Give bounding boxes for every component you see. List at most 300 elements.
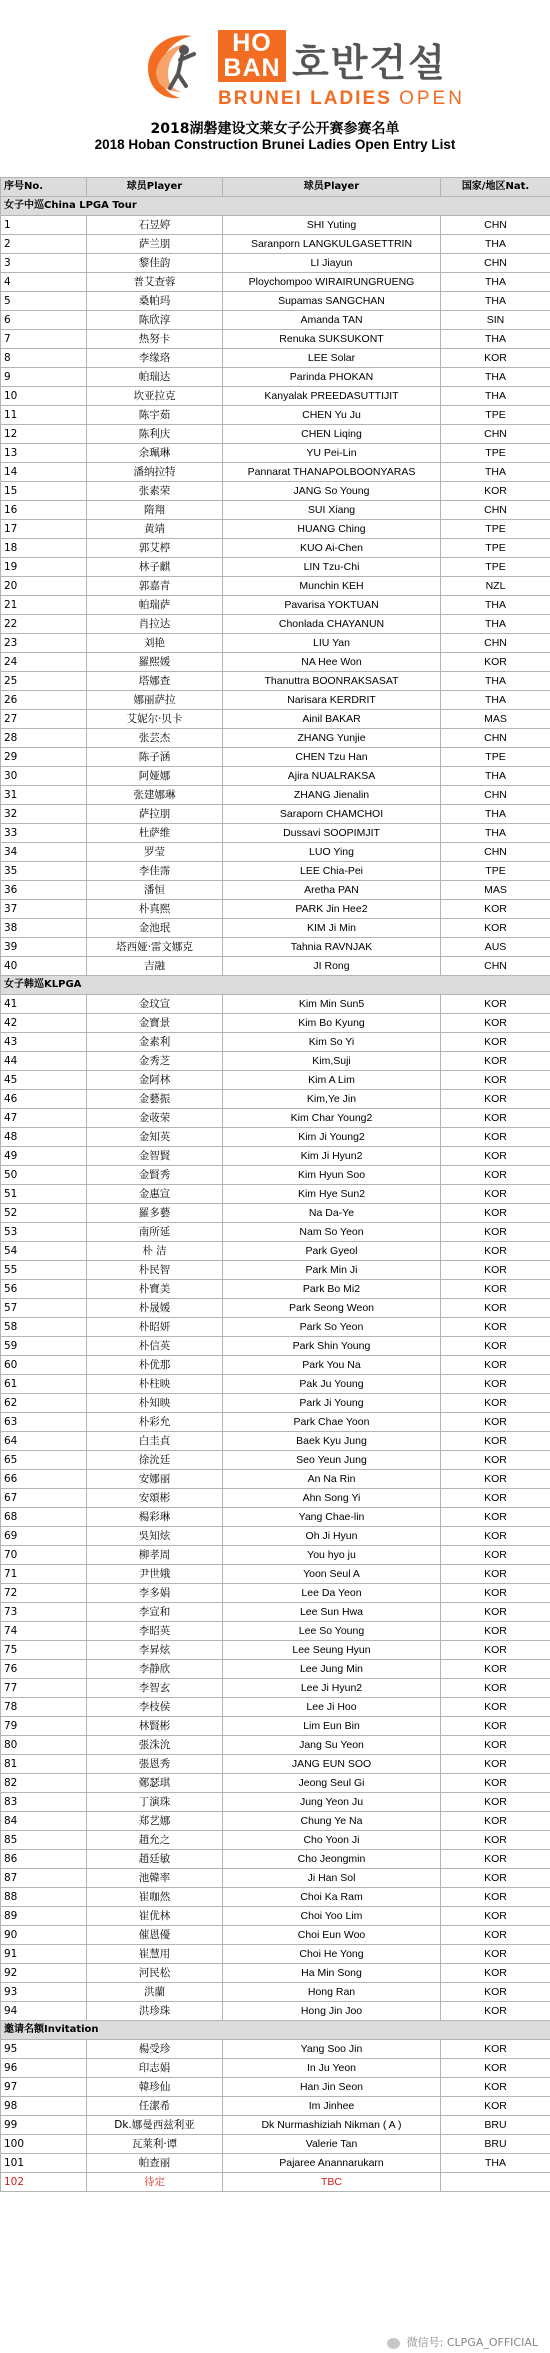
table-row: [1, 1869, 550, 1888]
wechat-icon: [387, 2338, 400, 2349]
chinese-name-cell: 热努卡: [87, 330, 223, 349]
english-name-cell: Saranporn LANGKULGASETTRIN: [223, 235, 441, 254]
english-name-cell: Lee Jung Min: [223, 1660, 441, 1679]
chinese-name-cell: 帕瑞达: [87, 368, 223, 387]
row-number-cell: 78: [1, 1698, 87, 1717]
english-name-cell: Munchin KEH: [223, 577, 441, 596]
chinese-name-cell: 朴民智: [87, 1261, 223, 1280]
chinese-name-cell: 林賢彬: [87, 1717, 223, 1736]
table-row: [1, 957, 550, 976]
table-row: [1, 596, 550, 615]
english-name-cell: CHEN Yu Ju: [223, 406, 441, 425]
chinese-name-cell: 陈利庆: [87, 425, 223, 444]
table-row: [1, 1413, 550, 1432]
chinese-name-cell: 趙廷敏: [87, 1850, 223, 1869]
table-row: [1, 824, 550, 843]
chinese-name-cell: 塔西娅·雷文娜克: [87, 938, 223, 957]
nationality-cell: THA: [441, 767, 550, 786]
row-number-cell: 18: [1, 539, 87, 558]
row-number-cell: 26: [1, 691, 87, 710]
chinese-name-cell: 徐沇廷: [87, 1451, 223, 1470]
english-name-cell: Lee Seung Hyun: [223, 1641, 441, 1660]
row-number-cell: 66: [1, 1470, 87, 1489]
english-name-cell: You hyo ju: [223, 1546, 441, 1565]
english-name-cell: SUI Xiang: [223, 501, 441, 520]
row-number-cell: 42: [1, 1014, 87, 1033]
nationality-cell: KOR: [441, 1546, 550, 1565]
chinese-name-cell: 楊受珍: [87, 2040, 223, 2059]
row-number-cell: 76: [1, 1660, 87, 1679]
chinese-name-cell: 韓珍仙: [87, 2078, 223, 2097]
nationality-cell: THA: [441, 691, 550, 710]
row-number-cell: 62: [1, 1394, 87, 1413]
nationality-cell: KOR: [441, 1831, 550, 1850]
table-row: [1, 1622, 550, 1641]
english-name-cell: Pavarisa YOKTUAN: [223, 596, 441, 615]
table-row: [1, 729, 550, 748]
nationality-cell: KOR: [441, 1299, 550, 1318]
chinese-name-cell: 朴昭妍: [87, 1318, 223, 1337]
table-row: [1, 672, 550, 691]
table-row: [1, 1983, 550, 2002]
table-row: [1, 387, 550, 406]
row-number-cell: 88: [1, 1888, 87, 1907]
column-header-nationality: 国家/地区Nat.: [441, 178, 550, 197]
row-number-cell: 15: [1, 482, 87, 501]
chinese-name-cell: 刘艳: [87, 634, 223, 653]
english-name-cell: Lee Ji Hoo: [223, 1698, 441, 1717]
english-name-cell: Cho Jeongmin: [223, 1850, 441, 1869]
chinese-name-cell: 朴彩允: [87, 1413, 223, 1432]
row-number-cell: 70: [1, 1546, 87, 1565]
section-title: 女子中巡China LPGA Tour: [1, 197, 550, 216]
english-name-cell: Nam So Yeon: [223, 1223, 441, 1242]
nationality-cell: THA: [441, 273, 550, 292]
english-name-cell: Baek Kyu Jung: [223, 1432, 441, 1451]
english-name-cell: Kim Min Sun5: [223, 995, 441, 1014]
nationality-cell: SIN: [441, 311, 550, 330]
row-number-cell: 14: [1, 463, 87, 482]
row-number-cell: 41: [1, 995, 87, 1014]
nationality-cell: KOR: [441, 1356, 550, 1375]
english-name-cell: Park Ji Young: [223, 1394, 441, 1413]
table-row: [1, 1964, 550, 1983]
english-name-cell: Tahnia RAVNJAK: [223, 938, 441, 957]
english-name-cell: Ha Min Song: [223, 1964, 441, 1983]
nationality-cell: CHN: [441, 425, 550, 444]
column-header-english-name: 球员Player: [223, 178, 441, 197]
nationality-cell: KOR: [441, 1185, 550, 1204]
hoban-logo-top: HO: [232, 29, 272, 57]
table-row: [1, 558, 550, 577]
row-number-cell: 67: [1, 1489, 87, 1508]
chinese-name-cell: 催恩優: [87, 1926, 223, 1945]
chinese-name-cell: 郑艺娜: [87, 1812, 223, 1831]
row-number-cell: 24: [1, 653, 87, 672]
nationality-cell: TPE: [441, 406, 550, 425]
nationality-cell: CHN: [441, 216, 550, 235]
nationality-cell: MAS: [441, 710, 550, 729]
nationality-cell: KOR: [441, 1261, 550, 1280]
table-row: [1, 1546, 550, 1565]
english-name-cell: Cho Yoon Ji: [223, 1831, 441, 1850]
table-row: [1, 406, 550, 425]
chinese-name-cell: 朴 洁: [87, 1242, 223, 1261]
nationality-cell: KOR: [441, 1755, 550, 1774]
table-row: [1, 995, 550, 1014]
chinese-name-cell: 罗莹: [87, 843, 223, 862]
chinese-name-cell: 金池珉: [87, 919, 223, 938]
nationality-cell: KOR: [441, 1926, 550, 1945]
row-number-cell: 2: [1, 235, 87, 254]
table-row: [1, 691, 550, 710]
row-number-cell: 49: [1, 1147, 87, 1166]
english-name-cell: Yang Soo Jin: [223, 2040, 441, 2059]
nationality-cell: KOR: [441, 1869, 550, 1888]
english-name-cell: Park Bo Mi2: [223, 1280, 441, 1299]
table-row: [1, 1280, 550, 1299]
table-row: [1, 1888, 550, 1907]
nationality-cell: KOR: [441, 995, 550, 1014]
english-name-cell: Kim Hyun Soo: [223, 1166, 441, 1185]
row-number-cell: 1: [1, 216, 87, 235]
english-name-cell: JANG So Young: [223, 482, 441, 501]
brunei-ladies-open-wordmark: [218, 88, 465, 110]
row-number-cell: 90: [1, 1926, 87, 1945]
english-name-cell: Choi Yoo Lim: [223, 1907, 441, 1926]
nationality-cell: THA: [441, 2154, 550, 2173]
chinese-name-cell: 金知英: [87, 1128, 223, 1147]
chinese-name-cell: 金賢秀: [87, 1166, 223, 1185]
nationality-cell: KOR: [441, 1888, 550, 1907]
row-number-cell: 60: [1, 1356, 87, 1375]
nationality-cell: CHN: [441, 957, 550, 976]
row-number-cell: 7: [1, 330, 87, 349]
english-name-cell: Kim Ji Young2: [223, 1128, 441, 1147]
nationality-cell: KOR: [441, 1603, 550, 1622]
row-number-cell: 71: [1, 1565, 87, 1584]
english-name-cell: Dussavi SOOPIMJIT: [223, 824, 441, 843]
english-name-cell: Saraporn CHAMCHOI: [223, 805, 441, 824]
table-row: [1, 1736, 550, 1755]
row-number-cell: 72: [1, 1584, 87, 1603]
english-name-cell: Kim,Ye Jin: [223, 1090, 441, 1109]
row-number-cell: 23: [1, 634, 87, 653]
row-number-cell: 69: [1, 1527, 87, 1546]
table-row: [1, 2059, 550, 2078]
chinese-name-cell: 白圭貞: [87, 1432, 223, 1451]
row-number-cell: 45: [1, 1071, 87, 1090]
english-name-cell: ZHANG Jienalin: [223, 786, 441, 805]
table-row: [1, 501, 550, 520]
row-number-cell: 68: [1, 1508, 87, 1527]
table-body: [1, 197, 550, 2192]
chinese-name-cell: 朴优那: [87, 1356, 223, 1375]
nationality-cell: KOR: [441, 1280, 550, 1299]
chinese-name-cell: 李缘珞: [87, 349, 223, 368]
table-row: [1, 1394, 550, 1413]
nationality-cell: MAS: [441, 881, 550, 900]
nationality-cell: KOR: [441, 1736, 550, 1755]
nationality-cell: KOR: [441, 2078, 550, 2097]
nationality-cell: CHN: [441, 254, 550, 273]
table-row: [1, 1451, 550, 1470]
nationality-cell: KOR: [441, 1090, 550, 1109]
nationality-cell: KOR: [441, 1565, 550, 1584]
table-row: [1, 1793, 550, 1812]
row-number-cell: 82: [1, 1774, 87, 1793]
chinese-name-cell: 朴真熙: [87, 900, 223, 919]
row-number-cell: 5: [1, 292, 87, 311]
table-row: [1, 254, 550, 273]
english-name-cell: KUO Ai-Chen: [223, 539, 441, 558]
chinese-name-cell: 朴知映: [87, 1394, 223, 1413]
row-number-cell: 85: [1, 1831, 87, 1850]
table-row: [1, 1945, 550, 1964]
row-number-cell: 31: [1, 786, 87, 805]
chinese-name-cell: 杜萨维: [87, 824, 223, 843]
nationality-cell: KOR: [441, 1812, 550, 1831]
nationality-cell: TPE: [441, 748, 550, 767]
chinese-name-cell: 柳孝周: [87, 1546, 223, 1565]
row-number-cell: 58: [1, 1318, 87, 1337]
table-row: [1, 2116, 550, 2135]
nationality-cell: [441, 2173, 550, 2192]
chinese-name-cell: 坎亚拉克: [87, 387, 223, 406]
table-row: [1, 786, 550, 805]
nationality-cell: KOR: [441, 1698, 550, 1717]
english-name-cell: Ahn Song Yi: [223, 1489, 441, 1508]
column-header-number: 序号No.: [1, 178, 87, 197]
table-row: [1, 349, 550, 368]
chinese-name-cell: 艾妮尔·贝卡: [87, 710, 223, 729]
row-number-cell: 22: [1, 615, 87, 634]
nationality-cell: KOR: [441, 349, 550, 368]
chinese-name-cell: 朴寶美: [87, 1280, 223, 1299]
chinese-name-cell: 崔咖然: [87, 1888, 223, 1907]
chinese-name-cell: 金玟宣: [87, 995, 223, 1014]
nationality-cell: KOR: [441, 1945, 550, 1964]
english-name-cell: Thanuttra BOONRAKSASAT: [223, 672, 441, 691]
nationality-cell: AUS: [441, 938, 550, 957]
nationality-cell: THA: [441, 292, 550, 311]
table-row: [1, 1755, 550, 1774]
nationality-cell: KOR: [441, 1109, 550, 1128]
row-number-cell: 87: [1, 1869, 87, 1888]
english-name-cell: Amanda TAN: [223, 311, 441, 330]
chinese-name-cell: Dk.娜曼西兹利亚: [87, 2116, 223, 2135]
chinese-name-cell: 李佳霈: [87, 862, 223, 881]
table-row: [1, 1090, 550, 1109]
table-row: [1, 1261, 550, 1280]
row-number-cell: 12: [1, 425, 87, 444]
table-row: [1, 330, 550, 349]
table-row: [1, 1660, 550, 1679]
table-row: [1, 1812, 550, 1831]
row-number-cell: 98: [1, 2097, 87, 2116]
table-row: [1, 862, 550, 881]
nationality-cell: KOR: [441, 1983, 550, 2002]
english-name-cell: Choi Eun Woo: [223, 1926, 441, 1945]
nationality-cell: KOR: [441, 1413, 550, 1432]
row-number-cell: 21: [1, 596, 87, 615]
nationality-cell: CHN: [441, 786, 550, 805]
chinese-name-cell: 普艾查蓉: [87, 273, 223, 292]
nationality-cell: KOR: [441, 1641, 550, 1660]
row-number-cell: 32: [1, 805, 87, 824]
table-row: [1, 1698, 550, 1717]
english-name-cell: JI Rong: [223, 957, 441, 976]
table-row: [1, 235, 550, 254]
english-name-cell: CHEN Tzu Han: [223, 748, 441, 767]
table-row: [1, 1299, 550, 1318]
english-name-cell: Hong Jin Joo: [223, 2002, 441, 2021]
english-name-cell: Na Da-Ye: [223, 1204, 441, 1223]
row-number-cell: 33: [1, 824, 87, 843]
chinese-name-cell: 帕查丽: [87, 2154, 223, 2173]
chinese-name-cell: 陈子涵: [87, 748, 223, 767]
english-name-cell: LUO Ying: [223, 843, 441, 862]
table-row: [1, 1033, 550, 1052]
english-name-cell: Ji Han Sol: [223, 1869, 441, 1888]
english-name-cell: Park So Yeon: [223, 1318, 441, 1337]
row-number-cell: 92: [1, 1964, 87, 1983]
english-name-cell: Kim So Yi: [223, 1033, 441, 1052]
table-row: [1, 1166, 550, 1185]
row-number-cell: 56: [1, 1280, 87, 1299]
row-number-cell: 79: [1, 1717, 87, 1736]
nationality-cell: KOR: [441, 1375, 550, 1394]
table-row: [1, 1432, 550, 1451]
chinese-name-cell: 印志娟: [87, 2059, 223, 2078]
nationality-cell: KOR: [441, 1223, 550, 1242]
table-row: [1, 881, 550, 900]
row-number-cell: 17: [1, 520, 87, 539]
english-name-cell: Narisara KERDRIT: [223, 691, 441, 710]
row-number-cell: 80: [1, 1736, 87, 1755]
chinese-name-cell: 桑帕玛: [87, 292, 223, 311]
nationality-cell: CHN: [441, 843, 550, 862]
table-row: [1, 273, 550, 292]
chinese-name-cell: 潘恒: [87, 881, 223, 900]
nationality-cell: KOR: [441, 482, 550, 501]
nationality-cell: THA: [441, 463, 550, 482]
table-row: [1, 919, 550, 938]
chinese-name-cell: 黄靖: [87, 520, 223, 539]
nationality-cell: KOR: [441, 1394, 550, 1413]
chinese-name-cell: 丁演珠: [87, 1793, 223, 1812]
logo-open: OPEN: [399, 88, 465, 109]
nationality-cell: KOR: [441, 1071, 550, 1090]
chinese-name-cell: 李宣和: [87, 1603, 223, 1622]
row-number-cell: 19: [1, 558, 87, 577]
chinese-name-cell: 萨兰朋: [87, 235, 223, 254]
chinese-name-cell: 崔慧用: [87, 1945, 223, 1964]
table-row: [1, 1850, 550, 1869]
tournament-logo: [140, 28, 470, 108]
page-title-chinese: 2018湖磐建设文莱女子公开赛参赛名单: [150, 121, 400, 137]
hoban-logo-box: [218, 30, 286, 82]
table-row: [1, 1470, 550, 1489]
table-row: [1, 1318, 550, 1337]
chinese-name-cell: 李昭英: [87, 1622, 223, 1641]
english-name-cell: Jeong Seul Gi: [223, 1774, 441, 1793]
page-title-english: 2018 Hoban Construction Brunei Ladies Open Entry List: [94, 137, 456, 152]
chinese-name-cell: 尹世娥: [87, 1565, 223, 1584]
table-row: [1, 1071, 550, 1090]
chinese-name-cell: 张素荣: [87, 482, 223, 501]
row-number-cell: 10: [1, 387, 87, 406]
nationality-cell: KOR: [441, 1014, 550, 1033]
table-row: [1, 311, 550, 330]
nationality-cell: CHN: [441, 729, 550, 748]
chinese-name-cell: 陈宇茹: [87, 406, 223, 425]
chinese-name-cell: 帕瑞萨: [87, 596, 223, 615]
row-number-cell: 77: [1, 1679, 87, 1698]
nationality-cell: BRU: [441, 2135, 550, 2154]
nationality-cell: THA: [441, 596, 550, 615]
chinese-name-cell: 郭嘉青: [87, 577, 223, 596]
chinese-name-cell: 石昱婷: [87, 216, 223, 235]
row-number-cell: 61: [1, 1375, 87, 1394]
english-name-cell: Park You Na: [223, 1356, 441, 1375]
nationality-cell: KOR: [441, 1033, 550, 1052]
row-number-cell: 95: [1, 2040, 87, 2059]
table-row: [1, 520, 550, 539]
table-row: [1, 2040, 550, 2059]
english-name-cell: Kim A Lim: [223, 1071, 441, 1090]
table-row: [1, 710, 550, 729]
chinese-name-cell: 李静欣: [87, 1660, 223, 1679]
nationality-cell: KOR: [441, 1964, 550, 1983]
table-row: [1, 1527, 550, 1546]
nationality-cell: KOR: [441, 1793, 550, 1812]
row-number-cell: 97: [1, 2078, 87, 2097]
english-name-cell: LI Jiayun: [223, 254, 441, 273]
chinese-name-cell: 朴柱映: [87, 1375, 223, 1394]
chinese-name-cell: 崔优林: [87, 1907, 223, 1926]
english-name-cell: Valerie Tan: [223, 2135, 441, 2154]
english-name-cell: Park Chae Yoon: [223, 1413, 441, 1432]
nationality-cell: KOR: [441, 919, 550, 938]
table-row: [1, 1128, 550, 1147]
english-name-cell: Dk Nurmashiziah Nikman ( A ): [223, 2116, 441, 2135]
row-number-cell: 43: [1, 1033, 87, 1052]
english-name-cell: Park Gyeol: [223, 1242, 441, 1261]
english-name-cell: Chonlada CHAYANUN: [223, 615, 441, 634]
english-name-cell: KIM Ji Min: [223, 919, 441, 938]
table-row: [1, 1242, 550, 1261]
row-number-cell: 99: [1, 2116, 87, 2135]
row-number-cell: 75: [1, 1641, 87, 1660]
english-name-cell: LIN Tzu-Chi: [223, 558, 441, 577]
nationality-cell: TPE: [441, 539, 550, 558]
row-number-cell: 83: [1, 1793, 87, 1812]
table-row: [1, 1774, 550, 1793]
table-row: [1, 2173, 550, 2192]
chinese-name-cell: 金寶景: [87, 1014, 223, 1033]
table-row: [1, 634, 550, 653]
english-name-cell: Choi He Yong: [223, 1945, 441, 1964]
chinese-name-cell: 林子麒: [87, 558, 223, 577]
chinese-name-cell: 南所延: [87, 1223, 223, 1242]
row-number-cell: 65: [1, 1451, 87, 1470]
table-row: [1, 2078, 550, 2097]
table-row: [1, 748, 550, 767]
chinese-name-cell: 张芸杰: [87, 729, 223, 748]
chinese-name-cell: 羅多藝: [87, 1204, 223, 1223]
row-number-cell: 13: [1, 444, 87, 463]
